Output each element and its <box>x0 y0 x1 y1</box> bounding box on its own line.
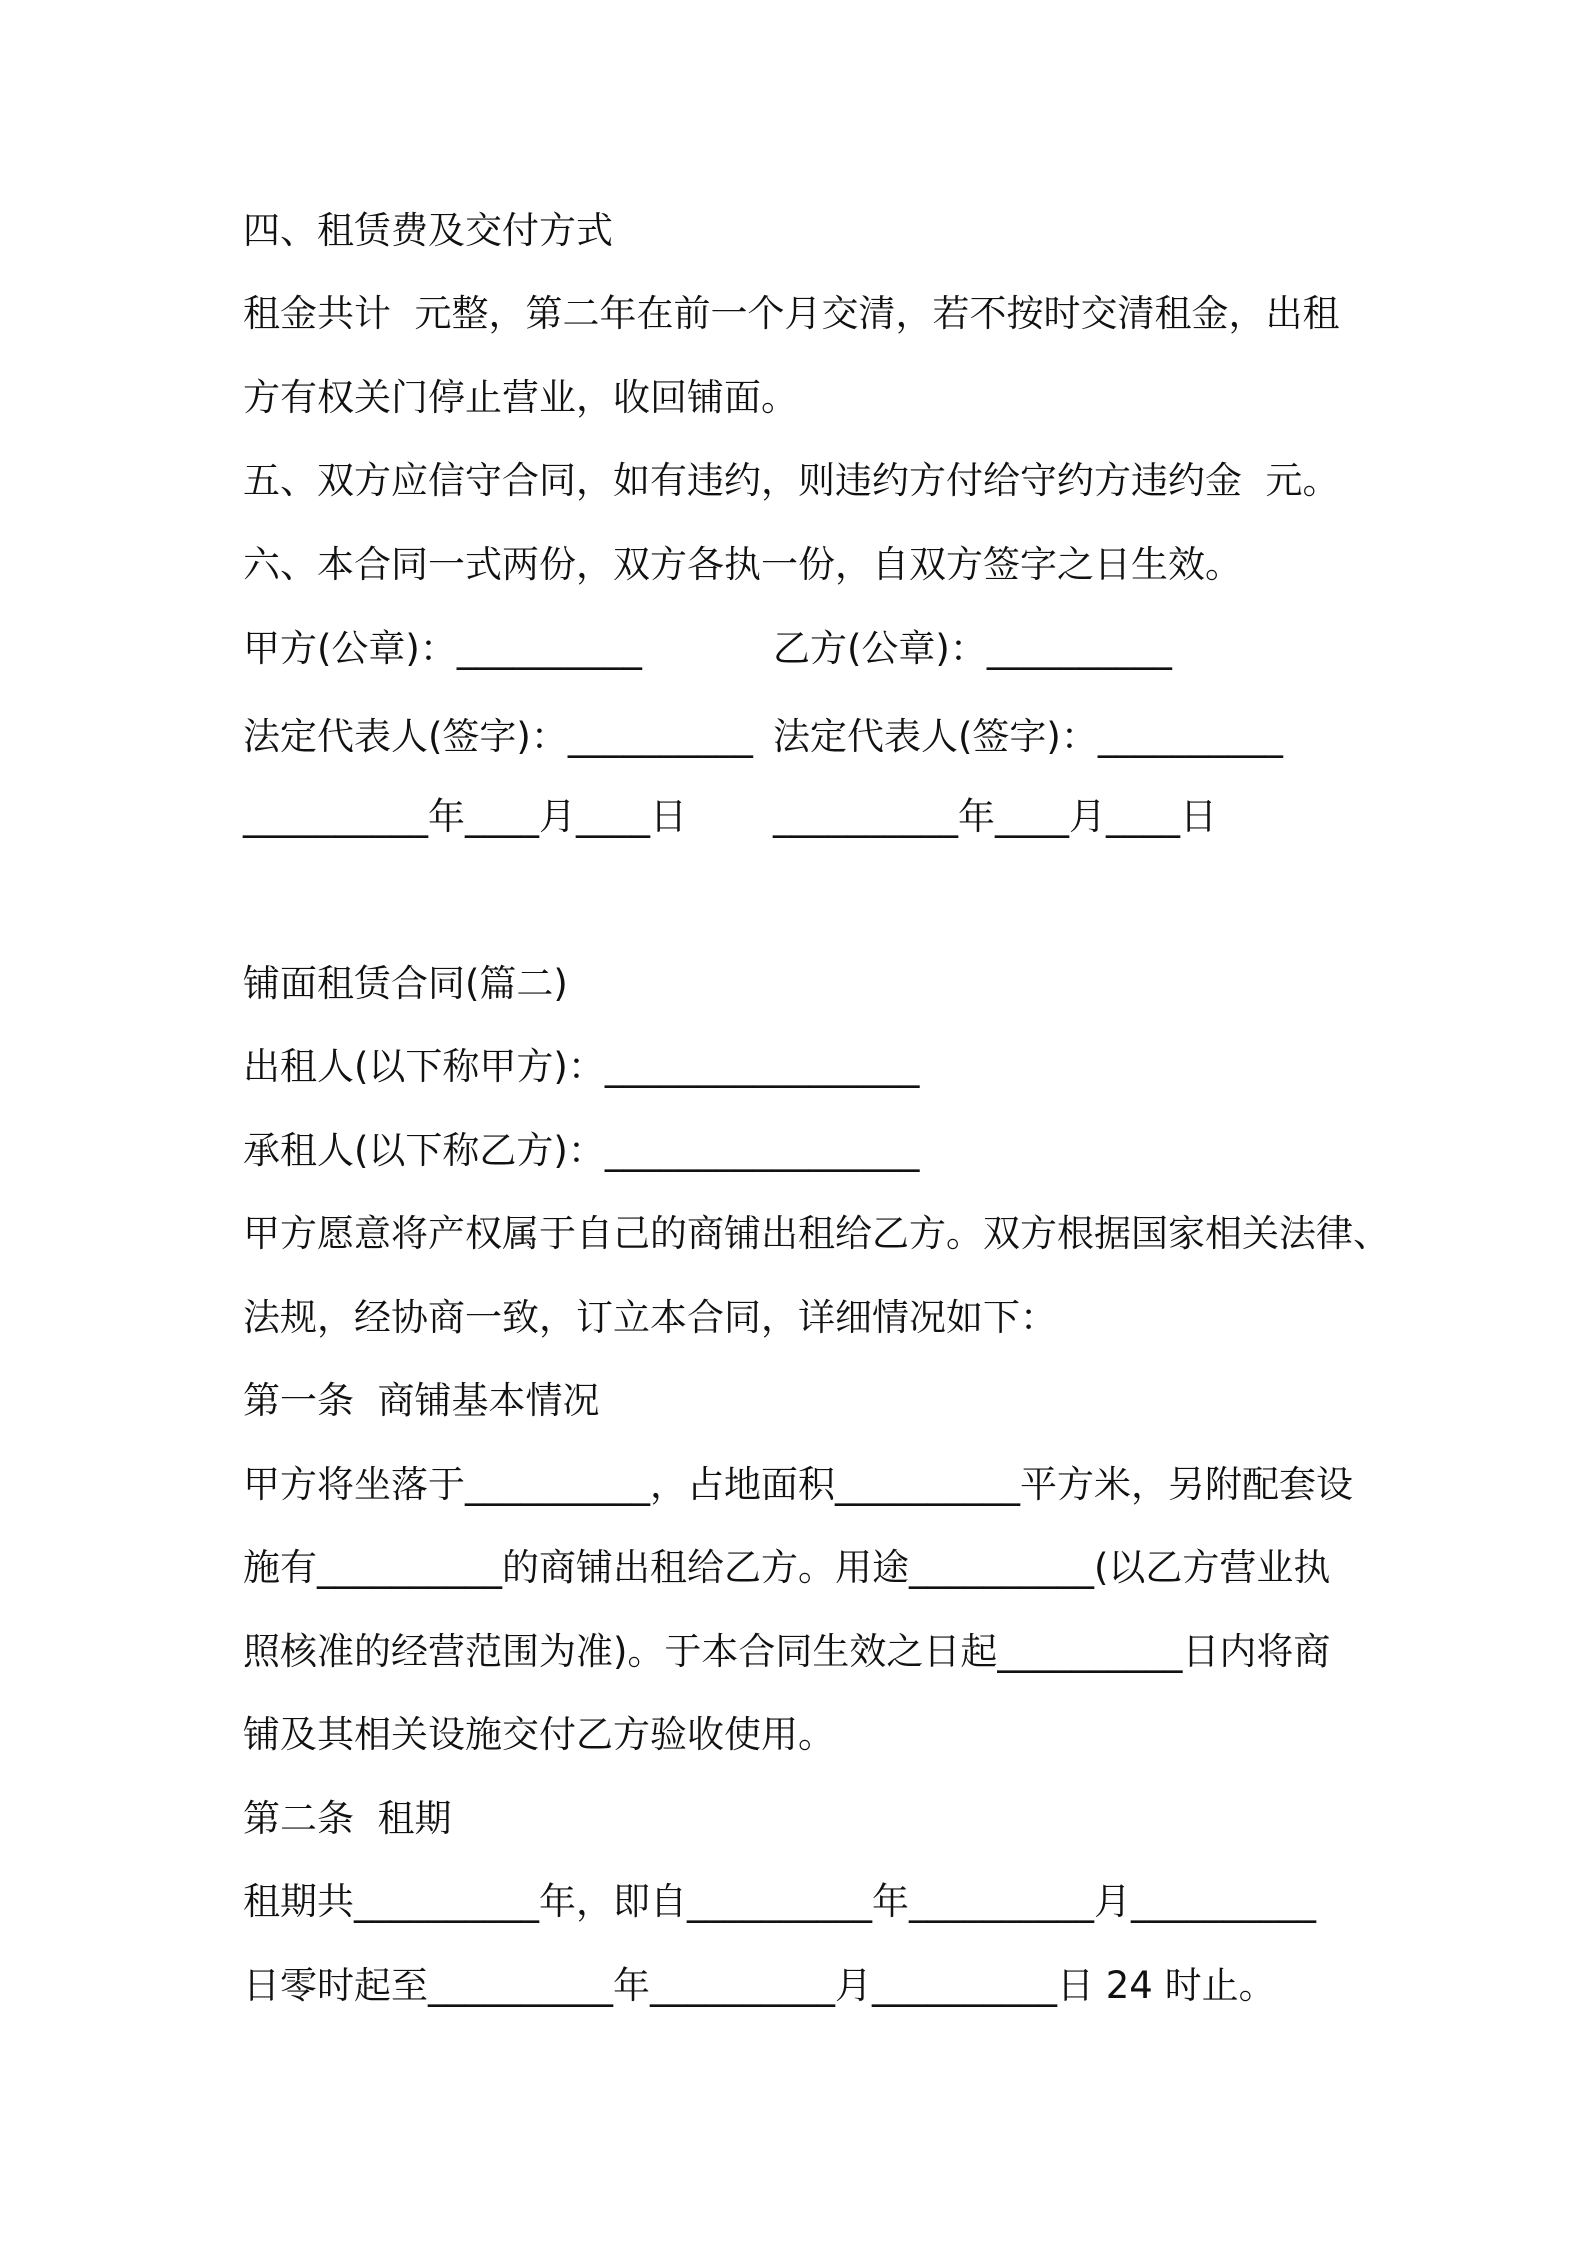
lessee-field: 承租人(以下称乙方)：_________________ <box>243 1129 920 1172</box>
rent-payment-text: 租金共计 元整，第二年在前一个月交清，若不按时交清租金，出租 <box>243 292 1340 335</box>
article1-text-2: 施有__________的商铺出租给乙方。用途__________(以乙方营业执 <box>243 1546 1331 1589</box>
party-b-date-field: __________年____月____日 <box>773 795 1217 838</box>
lessor-field: 出租人(以下称甲方)：_________________ <box>243 1045 920 1088</box>
party-a-seal-field: 甲方(公章)：__________ <box>243 627 642 670</box>
contract2-title: 铺面租赁合同(篇二) <box>243 962 568 1005</box>
article1-heading: 第一条 商铺基本情况 <box>243 1379 600 1422</box>
section4-heading: 四、租赁费及交付方式 <box>243 209 613 252</box>
section6-effect-clause: 六、本合同一式两份，双方各执一份，自双方签字之日生效。 <box>243 543 1242 586</box>
section5-breach-clause: 五、双方应信守合同，如有违约，则违约方付给守约方违约金 元。 <box>243 459 1340 502</box>
article2-text-2: 日零时起至__________年__________月__________日 24 时止。 <box>243 1964 1276 2007</box>
rent-payment-text-cont: 方有权关门停止营业，收回铺面。 <box>243 376 798 419</box>
party-a-date-field: __________年____月____日 <box>243 795 687 838</box>
article1-text-4: 铺及其相关设施交付乙方验收使用。 <box>243 1713 835 1756</box>
article2-heading: 第二条 租期 <box>243 1797 452 1840</box>
party-a-representative-field: 法定代表人(签字)：__________ <box>243 715 753 758</box>
article1-text: 甲方将坐落于__________，占地面积__________平方米，另附配套设 <box>243 1463 1353 1506</box>
contract2-intro-cont: 法规，经协商一致，订立本合同，详细情况如下： <box>243 1296 1057 1339</box>
article2-text: 租期共__________年，即自__________年__________月__________ <box>243 1880 1316 1923</box>
contract2-intro: 甲方愿意将产权属于自己的商铺出租给乙方。双方根据国家相关法律、 <box>243 1212 1390 1255</box>
party-b-representative-field: 法定代表人(签字)：__________ <box>773 715 1283 758</box>
party-b-seal-field: 乙方(公章)：__________ <box>773 627 1172 670</box>
article1-text-3: 照核准的经营范围为准)。于本合同生效之日起__________日内将商 <box>243 1630 1331 1673</box>
